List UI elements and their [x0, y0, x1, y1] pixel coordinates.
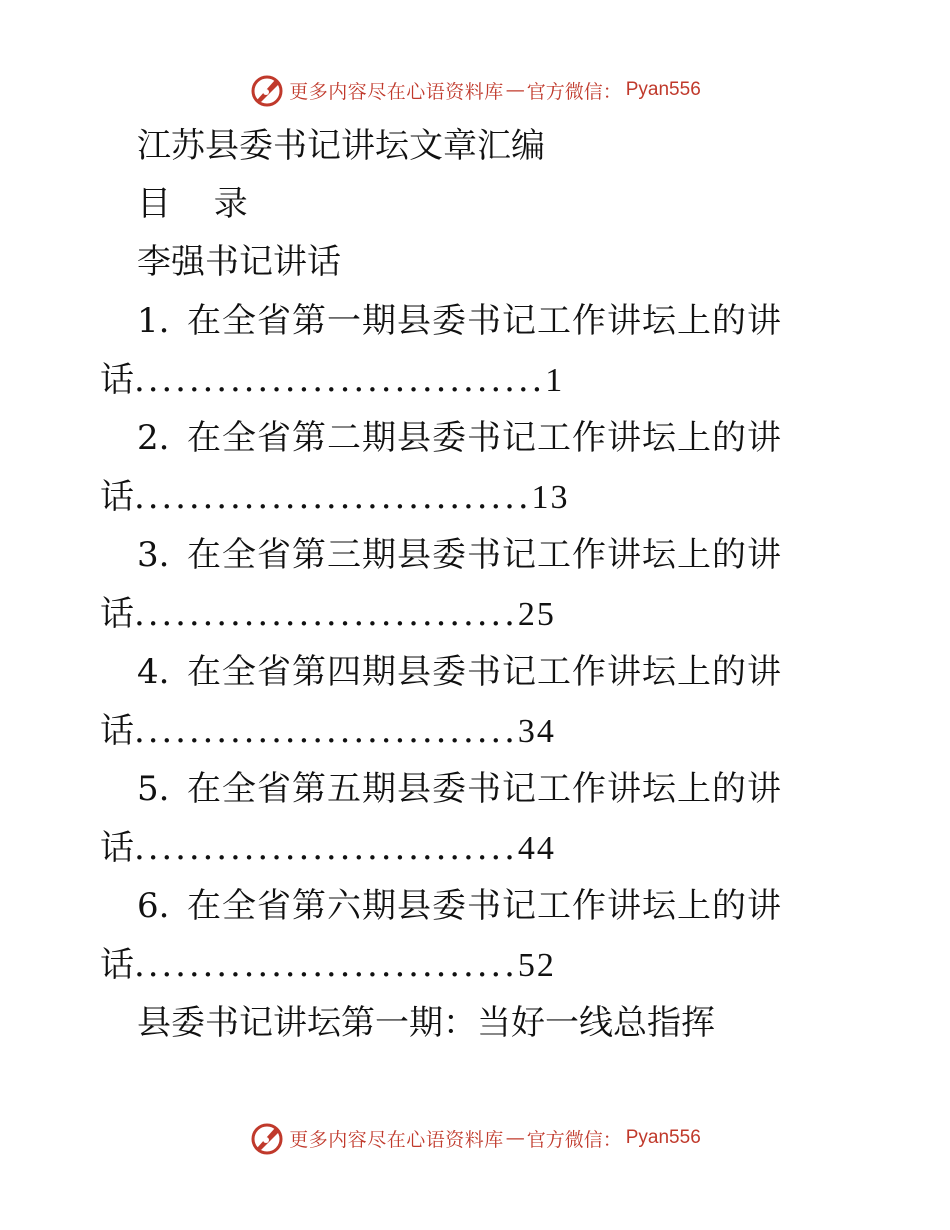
- toc-entry-leader[interactable]: 话............................52: [100, 945, 556, 985]
- toc-entry-title[interactable]: 4. 在全省第四期县委书记工作讲坛上的讲: [0, 643, 950, 701]
- banner-slogan: 更多内容尽在心语资料库: [289, 80, 504, 103]
- toc-entry-number: 5.: [137, 769, 170, 809]
- toc-entry-leader[interactable]: 话............................44: [100, 828, 556, 868]
- footer-banner: [0, 1118, 950, 1158]
- toc-entry-number: 3.: [137, 535, 170, 575]
- document-title: 江苏县委书记讲坛文章汇编: [137, 126, 545, 166]
- banner-separator: —: [505, 1127, 525, 1149]
- toc-entry-leader[interactable]: 话............................25: [100, 594, 556, 634]
- toc-entry-title[interactable]: 6. 在全省第六期县委书记工作讲坛上的讲: [0, 877, 950, 935]
- toc-heading: 目 录: [137, 184, 264, 224]
- toc-page-number: 52: [517, 947, 556, 984]
- banner-slogan: 更多内容尽在心语资料库: [289, 1128, 504, 1151]
- toc-entry-number: 1.: [137, 301, 170, 341]
- toc-entry-title[interactable]: 1. 在全省第一期县委书记工作讲坛上的讲: [0, 292, 950, 350]
- toc-page-number: 44: [517, 830, 556, 867]
- toc-entry-number: 6.: [137, 886, 170, 926]
- banner-wechat-id: Pyan556: [625, 1127, 701, 1148]
- toc-page-number: 13: [531, 479, 570, 516]
- banner-wechat-label: 官方微信：: [526, 80, 622, 103]
- toc-entry-number: 4.: [137, 652, 170, 692]
- closing-heading: 县委书记讲坛第一期：当好一线总指挥: [137, 1003, 715, 1043]
- toc-entry-number: 2.: [137, 418, 170, 458]
- toc-page-number: 25: [517, 596, 556, 633]
- toc-entry-leader[interactable]: 话.............................13: [100, 477, 570, 517]
- toc-page-number: 34: [517, 713, 556, 750]
- toc-entry-title[interactable]: 2. 在全省第二期县委书记工作讲坛上的讲: [0, 409, 950, 467]
- toc-page-number: 1: [545, 362, 565, 399]
- logo-icon: [249, 1120, 285, 1156]
- toc-entry-title[interactable]: 5. 在全省第五期县委书记工作讲坛上的讲: [0, 760, 950, 818]
- banner-wechat-id: Pyan556: [625, 79, 701, 100]
- section-heading: 李强书记讲话: [137, 242, 341, 282]
- toc-entry-title[interactable]: 3. 在全省第三期县委书记工作讲坛上的讲: [0, 526, 950, 584]
- toc-entry-leader[interactable]: 话............................34: [100, 711, 556, 751]
- header-banner: [0, 70, 950, 110]
- banner-wechat-label: 官方微信：: [526, 1128, 622, 1151]
- logo-icon: [249, 72, 285, 108]
- toc-entry-leader[interactable]: 话..............................1: [100, 360, 565, 400]
- banner-separator: —: [505, 79, 525, 101]
